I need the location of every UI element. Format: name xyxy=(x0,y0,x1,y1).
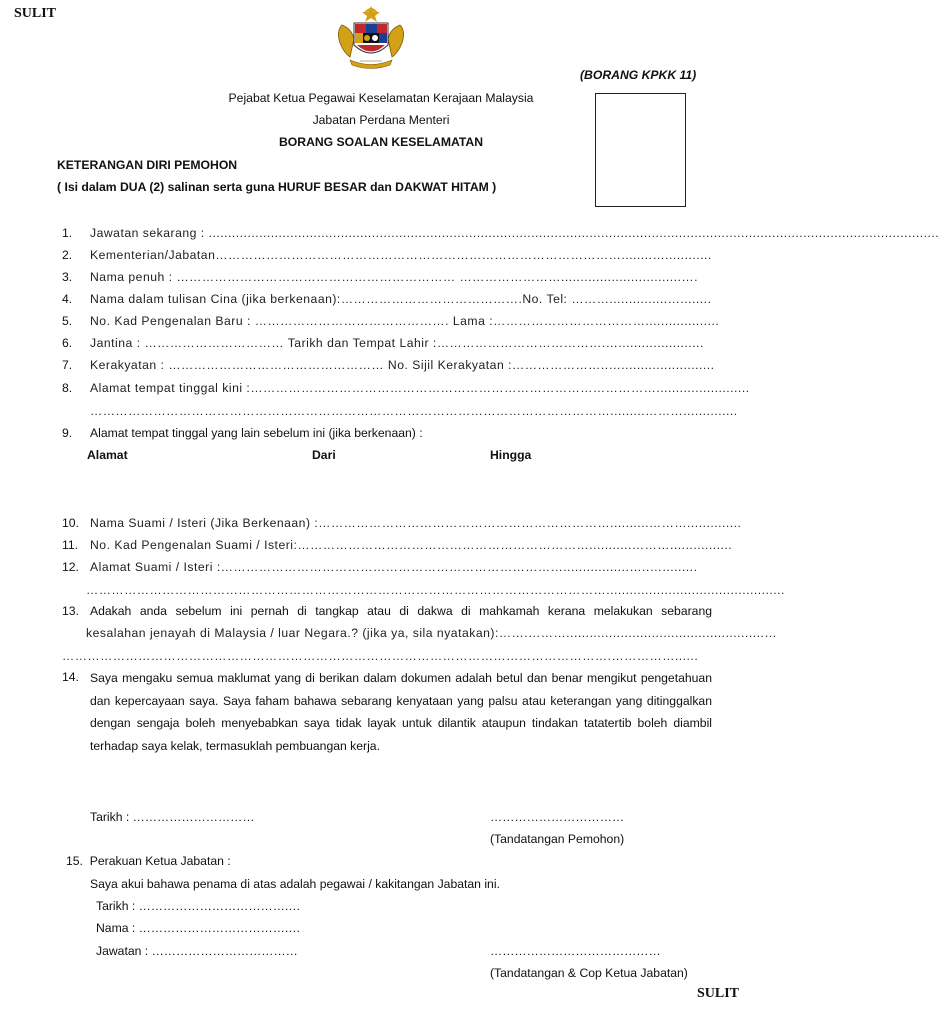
question-number: 13. xyxy=(62,604,79,618)
position-fill[interactable]: ……………………………… xyxy=(151,944,298,958)
question-text: Adakah anda sebelum ini pernah di tangkap atau di dakwa di mahkamah kerana melakukan sebarang xyxy=(90,604,712,618)
question-number: 14. xyxy=(62,670,79,684)
instruction-text: ( Isi dalam DUA (2) salinan serta guna HURUF BESAR dan DAKWAT HITAM ) xyxy=(57,180,497,194)
field-number: 8. xyxy=(62,381,73,395)
question-answer-fill[interactable]: …….………...................................................… xyxy=(498,626,778,640)
applicant-date xyxy=(90,810,255,824)
field-fill[interactable]: ……………………………………. xyxy=(340,292,523,306)
head-signature-caption: (Tandatangan & Cop Ketua Jabatan) xyxy=(490,966,688,980)
field-fill[interactable]: …………………………… xyxy=(144,336,285,350)
address-continuation[interactable]: …………………………………………………………………………………………………………….........……….............. xyxy=(90,404,738,418)
position-label: Jawatan : xyxy=(96,944,152,958)
field-label: No. Kad Pengenalan Baru : xyxy=(90,314,255,328)
office-name: Pejabat Ketua Pegawai Keselamatan Kerajaan Malaysia xyxy=(228,91,534,105)
coat-of-arms-icon xyxy=(330,3,412,71)
field-label: Alamat tempat tinggal yang lain sebelum ini (jika berkenaan) : xyxy=(90,426,423,440)
phone-label: No. Tel: xyxy=(522,292,572,306)
field-label: Kerakyatan : xyxy=(90,358,169,372)
form-code: (BORANG KPKK 11) xyxy=(580,68,697,82)
field-number: 10. xyxy=(62,516,79,530)
field-label: Nama penuh : xyxy=(90,270,177,284)
citizenship-cert-fill[interactable]: …………………..…........................ xyxy=(512,358,715,372)
applicant-signature-line[interactable]: …………………………… xyxy=(490,810,625,824)
field-fill[interactable]: ………………………………………. xyxy=(254,314,449,328)
field-number: 12. xyxy=(62,560,79,574)
field-fill[interactable]: ............................................................................................................................................................................................ xyxy=(208,226,939,240)
spouse-address-continuation[interactable]: …………………………………………………………………………………………………………….............................................. xyxy=(86,583,785,597)
applicant-signature-caption: (Tandatangan Pemohon) xyxy=(490,832,625,846)
field-number: 11. xyxy=(62,538,79,552)
head-name xyxy=(96,921,301,935)
field-number: 5. xyxy=(62,314,73,328)
column-header-dari: Dari xyxy=(312,448,336,462)
field-label: Alamat tempat tinggal kini : xyxy=(90,381,251,395)
department-name: Jabatan Perdana Menteri xyxy=(312,113,450,127)
name-label: Nama : xyxy=(96,921,139,935)
field-fill[interactable]: ……………………………………………………………………………………........…............ xyxy=(215,248,712,262)
field-number: 3. xyxy=(62,270,73,284)
name-fill[interactable]: ……………………………….… xyxy=(138,921,301,935)
field-fill[interactable]: ……………………………………………………………..........……….............. xyxy=(318,516,742,530)
field-label: Nama Suami / Isteri (Jika Berkenaan) : xyxy=(90,516,319,530)
question-number: 15. xyxy=(66,854,83,868)
form-title: BORANG SOALAN KESELAMATAN xyxy=(278,135,484,149)
photo-box xyxy=(595,93,686,207)
declaration-text: Saya mengaku semua maklumat yang di berikan dalam dokumen adalah betul dan benar mengikut pengetahuan dan kepercayaan saya. Saya faham bahawa sebarang kenyataan yang palsu atau keterangan yang ditinggalkan dengan sengaja boleh menyebabkan saya tidak layak untuk dilantik ataupun tindakan tatatertib boleh diambil terhadap saya kelak, termasuklah pembuangan kerja. xyxy=(90,671,712,753)
old-ic-fill[interactable]: ………………………………................... xyxy=(493,314,720,328)
date-fill[interactable]: ………………………… xyxy=(132,810,255,824)
field-number: 6. xyxy=(62,336,73,350)
question-answer-line[interactable]: ………………………………………………………………………………………………………………….……………...... xyxy=(62,649,699,663)
classification-top: SULIT xyxy=(14,6,57,21)
birth-label: Tarikh dan Tempat Lahir : xyxy=(284,336,437,350)
field-number: 9. xyxy=(62,426,73,440)
old-ic-label: Lama : xyxy=(448,314,494,328)
field-label: Nama dalam tulisan Cina (jika berkenaan): xyxy=(90,292,341,306)
head-date xyxy=(96,899,301,913)
field-label: Jantina : xyxy=(90,336,145,350)
field-fill[interactable]: …………………………………………… xyxy=(168,358,384,372)
field-number: 4. xyxy=(62,292,73,306)
section-title: KETERANGAN DIRI PEMOHON xyxy=(57,158,238,172)
head-position xyxy=(96,944,298,958)
classification-bottom: SULIT xyxy=(697,986,740,1001)
field-fill[interactable]: ………………………………………………………… ……………………...............................…. xyxy=(176,270,699,284)
question-title: Perakuan Ketua Jabatan : xyxy=(89,854,231,868)
field-number: 2. xyxy=(62,248,73,262)
date-fill[interactable]: ……………………………….… xyxy=(138,899,301,913)
field-fill[interactable]: ……………………………………………………………...........………................ xyxy=(297,538,733,552)
phone-fill[interactable]: ………...............…........ xyxy=(571,292,712,306)
field-label: Alamat Suami / Isteri : xyxy=(90,560,221,574)
field-number: 1. xyxy=(62,226,73,240)
field-label: No. Kad Pengenalan Suami / Isteri: xyxy=(90,538,298,552)
column-header-alamat: Alamat xyxy=(87,448,128,462)
date-label: Tarikh : xyxy=(90,810,133,824)
field-fill[interactable]: ……………………………………………………………………………………........................ xyxy=(250,381,750,395)
head-statement: Saya akui bahawa penama di atas adalah pegawai / kakitangan Jabatan ini. xyxy=(90,877,500,891)
question-text-cont: kesalahan jenayah di Malaysia / luar Negara.? (jika ya, sila nyatakan): xyxy=(86,626,499,640)
field-label: Kementerian/Jabatan xyxy=(90,248,216,262)
birth-fill[interactable]: ………………………………….…...................... xyxy=(436,336,704,350)
head-signature-line[interactable]: …………………………………… xyxy=(490,944,661,958)
field-label: Jawatan sekarang : xyxy=(90,226,209,240)
citizenship-cert-label: No. Sijil Kerakyatan : xyxy=(384,358,513,372)
field-fill[interactable]: ……………………………………………………………………….................…..…......... xyxy=(220,560,698,574)
question-15 xyxy=(66,854,231,868)
field-number: 7. xyxy=(62,358,73,372)
date-label: Tarikh : xyxy=(96,899,139,913)
column-header-hingga: Hingga xyxy=(490,448,532,462)
